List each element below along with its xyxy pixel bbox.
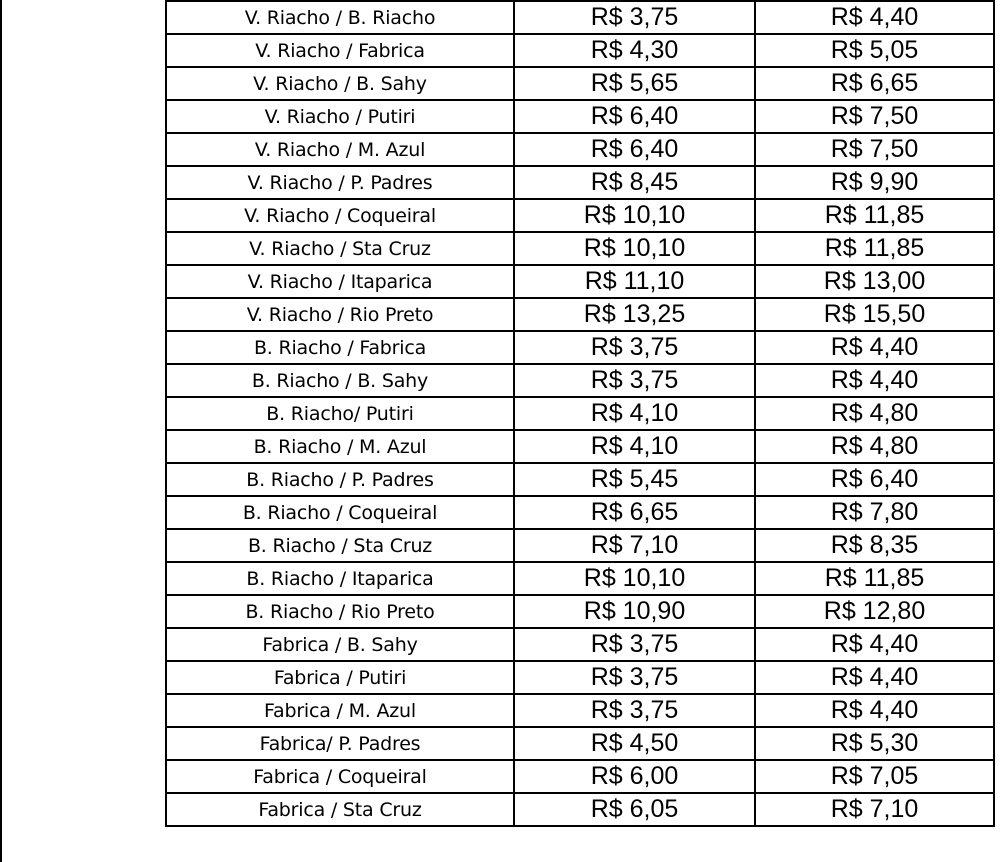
table-row — [166, 364, 994, 397]
price-cell-1: R$ 3,75 — [514, 661, 755, 694]
table-row — [166, 331, 994, 364]
route-cell: V. Riacho / Coqueiral — [166, 199, 514, 232]
table-row — [166, 133, 994, 166]
price-cell-1: R$ 10,10 — [514, 232, 755, 265]
route-cell: Fabrica/ P. Padres — [166, 727, 514, 760]
table-row — [166, 694, 994, 727]
price-cell-2: R$ 5,30 — [755, 727, 994, 760]
route-cell: B. Riacho / P. Padres — [166, 463, 514, 496]
price-cell-1: R$ 3,75 — [514, 364, 755, 397]
price-cell-2: R$ 4,40 — [755, 628, 994, 661]
table-row — [166, 430, 994, 463]
price-cell-2: R$ 7,50 — [755, 100, 994, 133]
price-cell-2: R$ 4,40 — [755, 661, 994, 694]
price-cell-2: R$ 8,35 — [755, 529, 994, 562]
table-row — [166, 100, 994, 133]
price-cell-2: R$ 9,90 — [755, 166, 994, 199]
table-row — [166, 1, 994, 34]
price-cell-1: R$ 4,30 — [514, 34, 755, 67]
price-cell-1: R$ 3,75 — [514, 694, 755, 727]
route-cell: B. Riacho / M. Azul — [166, 430, 514, 463]
route-cell: B. Riacho / B. Sahy — [166, 364, 514, 397]
route-cell: B. Riacho / Rio Preto — [166, 595, 514, 628]
table-row — [166, 166, 994, 199]
table-row — [166, 760, 994, 793]
price-cell-1: R$ 10,90 — [514, 595, 755, 628]
route-cell: V. Riacho / Rio Preto — [166, 298, 514, 331]
price-cell-1: R$ 6,05 — [514, 793, 755, 826]
route-cell: B. Riacho / Sta Cruz — [166, 529, 514, 562]
route-cell: V. Riacho / P. Padres — [166, 166, 514, 199]
table-row — [166, 397, 994, 430]
price-cell-2: R$ 7,50 — [755, 133, 994, 166]
price-cell-2: R$ 4,40 — [755, 364, 994, 397]
table-row — [166, 463, 994, 496]
fare-table — [165, 0, 995, 827]
route-cell: V. Riacho / Fabrica — [166, 34, 514, 67]
route-cell: V. Riacho / Putiri — [166, 100, 514, 133]
table-row — [166, 793, 994, 826]
table-row — [166, 34, 994, 67]
route-cell: B. Riacho / Itaparica — [166, 562, 514, 595]
price-cell-1: R$ 4,10 — [514, 397, 755, 430]
route-cell: V. Riacho / Sta Cruz — [166, 232, 514, 265]
price-cell-1: R$ 11,10 — [514, 265, 755, 298]
route-cell: B. Riacho / Fabrica — [166, 331, 514, 364]
price-cell-2: R$ 6,40 — [755, 463, 994, 496]
price-cell-1: R$ 6,40 — [514, 100, 755, 133]
price-cell-2: R$ 15,50 — [755, 298, 994, 331]
price-cell-1: R$ 6,65 — [514, 496, 755, 529]
price-cell-2: R$ 11,85 — [755, 199, 994, 232]
table-row — [166, 232, 994, 265]
table-row — [166, 298, 994, 331]
table-row — [166, 265, 994, 298]
price-cell-1: R$ 6,40 — [514, 133, 755, 166]
price-cell-1: R$ 3,75 — [514, 1, 755, 34]
price-cell-2: R$ 4,40 — [755, 694, 994, 727]
price-cell-2: R$ 13,00 — [755, 265, 994, 298]
price-cell-2: R$ 4,80 — [755, 397, 994, 430]
price-cell-2: R$ 11,85 — [755, 232, 994, 265]
price-cell-1: R$ 4,50 — [514, 727, 755, 760]
route-cell: B. Riacho/ Putiri — [166, 397, 514, 430]
route-cell: Fabrica / Coqueiral — [166, 760, 514, 793]
price-cell-1: R$ 10,10 — [514, 562, 755, 595]
price-cell-2: R$ 5,05 — [755, 34, 994, 67]
price-cell-1: R$ 8,45 — [514, 166, 755, 199]
price-cell-2: R$ 7,10 — [755, 793, 994, 826]
table-row — [166, 199, 994, 232]
price-cell-2: R$ 4,80 — [755, 430, 994, 463]
price-cell-2: R$ 7,05 — [755, 760, 994, 793]
route-cell: V. Riacho / B. Riacho — [166, 1, 514, 34]
route-cell: Fabrica / Sta Cruz — [166, 793, 514, 826]
route-cell: V. Riacho / Itaparica — [166, 265, 514, 298]
route-cell: V. Riacho / B. Sahy — [166, 67, 514, 100]
table-row — [166, 595, 994, 628]
table-row — [166, 727, 994, 760]
price-cell-1: R$ 4,10 — [514, 430, 755, 463]
table-row — [166, 628, 994, 661]
table-row — [166, 496, 994, 529]
table-row — [166, 562, 994, 595]
price-cell-2: R$ 12,80 — [755, 595, 994, 628]
price-cell-1: R$ 10,10 — [514, 199, 755, 232]
fare-table-body — [166, 1, 994, 826]
price-cell-1: R$ 5,45 — [514, 463, 755, 496]
price-cell-2: R$ 4,40 — [755, 331, 994, 364]
route-cell: V. Riacho / M. Azul — [166, 133, 514, 166]
price-cell-1: R$ 3,75 — [514, 331, 755, 364]
price-cell-1: R$ 3,75 — [514, 628, 755, 661]
table-row — [166, 661, 994, 694]
table-row — [166, 529, 994, 562]
price-cell-2: R$ 4,40 — [755, 1, 994, 34]
price-cell-1: R$ 13,25 — [514, 298, 755, 331]
route-cell: Fabrica / Putiri — [166, 661, 514, 694]
price-cell-2: R$ 7,80 — [755, 496, 994, 529]
price-cell-1: R$ 7,10 — [514, 529, 755, 562]
price-cell-2: R$ 6,65 — [755, 67, 994, 100]
route-cell: B. Riacho / Coqueiral — [166, 496, 514, 529]
table-row — [166, 67, 994, 100]
price-cell-2: R$ 11,85 — [755, 562, 994, 595]
route-cell: Fabrica / B. Sahy — [166, 628, 514, 661]
route-cell: Fabrica / M. Azul — [166, 694, 514, 727]
page-left-border — [0, 0, 2, 862]
price-cell-1: R$ 5,65 — [514, 67, 755, 100]
price-cell-1: R$ 6,00 — [514, 760, 755, 793]
